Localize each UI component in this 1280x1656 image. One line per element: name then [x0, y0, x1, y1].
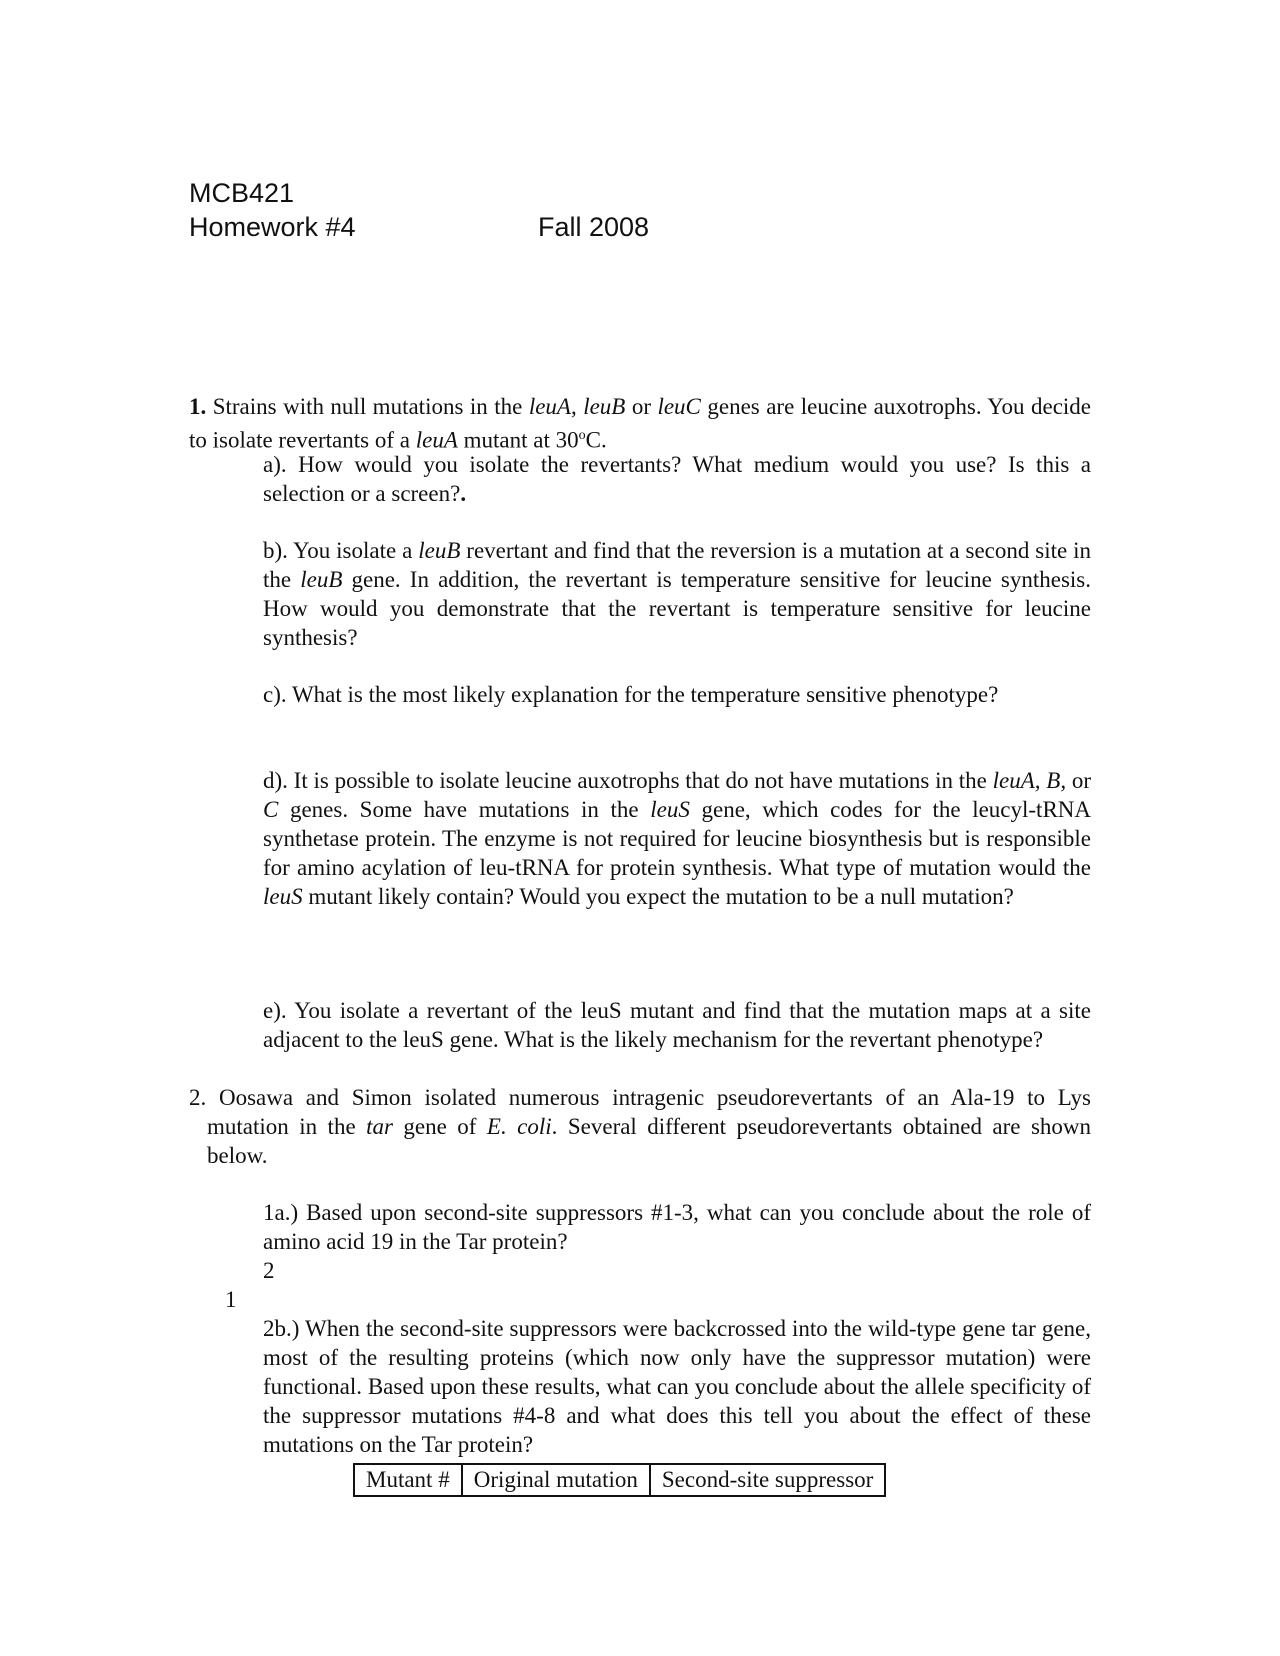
gene-leuB: leuB: [583, 394, 626, 419]
q1d-text: d). It is possible to isolate leucine auxotrophs that do not have mutations in the: [263, 768, 993, 793]
question-1d: [263, 766, 1091, 911]
q2-text: 2. Oosawa and Simon isolated numerous intragenic pseudorevertants of an Ala-19 to Lys mutation in the: [189, 1085, 1091, 1139]
q1b-text: gene. In addition, the revertant is temperature sensitive for leucine synthesis. How would you demonstrate that the revertant is temperature sensitive for leucine synthesis?: [263, 567, 1091, 650]
q1d-text: mutant likely contain? Would you expect the mutation to be a null mutation?: [302, 884, 1014, 909]
q1-text: genes are leucine auxotrophs. You decide to isolate revertants of a: [189, 394, 1091, 453]
column-original-mutation: Original mutation: [462, 1464, 650, 1496]
gene-leuA: leuA: [528, 394, 571, 419]
gene-leuA-B: leuA, B,: [992, 768, 1067, 793]
q1b-text: revertant and find that the reversion is a mutation at a second site in the: [263, 538, 1091, 592]
q1d-text: gene, which codes for the leucyl-tRNA synthetase protein. The enzyme is not required for leucine biosynthesis but is responsible for amino acylation of leu-tRNA for protein synthesis. What type of mutation would the: [263, 797, 1092, 880]
gene-leuA: leuA: [415, 427, 458, 453]
q1d-text: or: [1066, 768, 1091, 793]
q1-text: or: [625, 394, 658, 419]
q1-text: C.: [585, 427, 607, 453]
q1a-period: .: [460, 481, 467, 506]
question-1a: [263, 450, 1091, 508]
assignment-title: Homework #4: [189, 212, 356, 242]
question-2-intro: [189, 1083, 1091, 1170]
q1a-text: a). How would you isolate the revertants? What medium would you use? Is this a selection or a screen?: [263, 452, 1091, 506]
suppressor-table: [353, 1463, 886, 1497]
question-1e: e). You isolate a revertant of the leuS mutant and find that the mutation maps at a site adjacent to the leuS gene. What is the likely mechanism for the revertant phenotype?: [263, 998, 1091, 1052]
gene-leuB: leuB: [418, 538, 461, 563]
q1-text: ,: [570, 394, 584, 419]
gene-leuC: leuC: [657, 394, 701, 419]
degree-mark: o: [578, 428, 586, 443]
term: Fall 2008: [538, 212, 650, 242]
question-2-1a: 1a.) Based upon second-site suppressors #1-3, what can you conclude about the role of amino acid 19 in the Tar protein?: [263, 1200, 1091, 1254]
table-header-row: [354, 1464, 885, 1496]
gene-leuC: C: [263, 797, 279, 822]
stray-number-2: 2: [263, 1258, 275, 1283]
question-1b: [263, 536, 1091, 652]
q2-text: gene of: [392, 1114, 487, 1139]
q1b-text: b). You isolate a: [263, 538, 419, 563]
gene-tar: tar: [366, 1114, 393, 1139]
stray-number-1: 1: [225, 1287, 237, 1312]
course-code: MCB421: [189, 178, 295, 208]
gene-leuB: leuB: [300, 567, 343, 592]
gene-leuS: leuS: [650, 797, 690, 822]
organism-e-coli: E. coli: [486, 1114, 552, 1139]
column-second-site-suppressor: Second-site suppressor: [650, 1464, 885, 1496]
gene-leuS: leuS: [263, 884, 303, 909]
q2-text: . Several different pseudorevertants obtained are shown below.: [207, 1114, 1092, 1168]
column-mutant-number: Mutant #: [354, 1464, 462, 1496]
question-1-intro: [189, 392, 1091, 455]
question-1c: c). What is the most likely explanation for the temperature sensitive phenotype?: [263, 682, 999, 707]
question-2-2b: 2b.) When the second-site suppressors were backcrossed into the wild-type gene tar gene, most of the resulting proteins (which now only have the suppressor mutation) were functional. Based upon these results, what can you conclude about the allele specificity of the suppressor mutations #4-8 and what does this tell you about the effect of these mutations on the Tar protein?: [263, 1316, 1091, 1457]
q1d-text: genes. Some have mutations in the: [278, 797, 651, 822]
q1-text: mutant at 30: [457, 427, 579, 453]
question-1-number: 1.: [189, 394, 207, 419]
q1-text: Strains with null mutations in the: [206, 394, 529, 419]
